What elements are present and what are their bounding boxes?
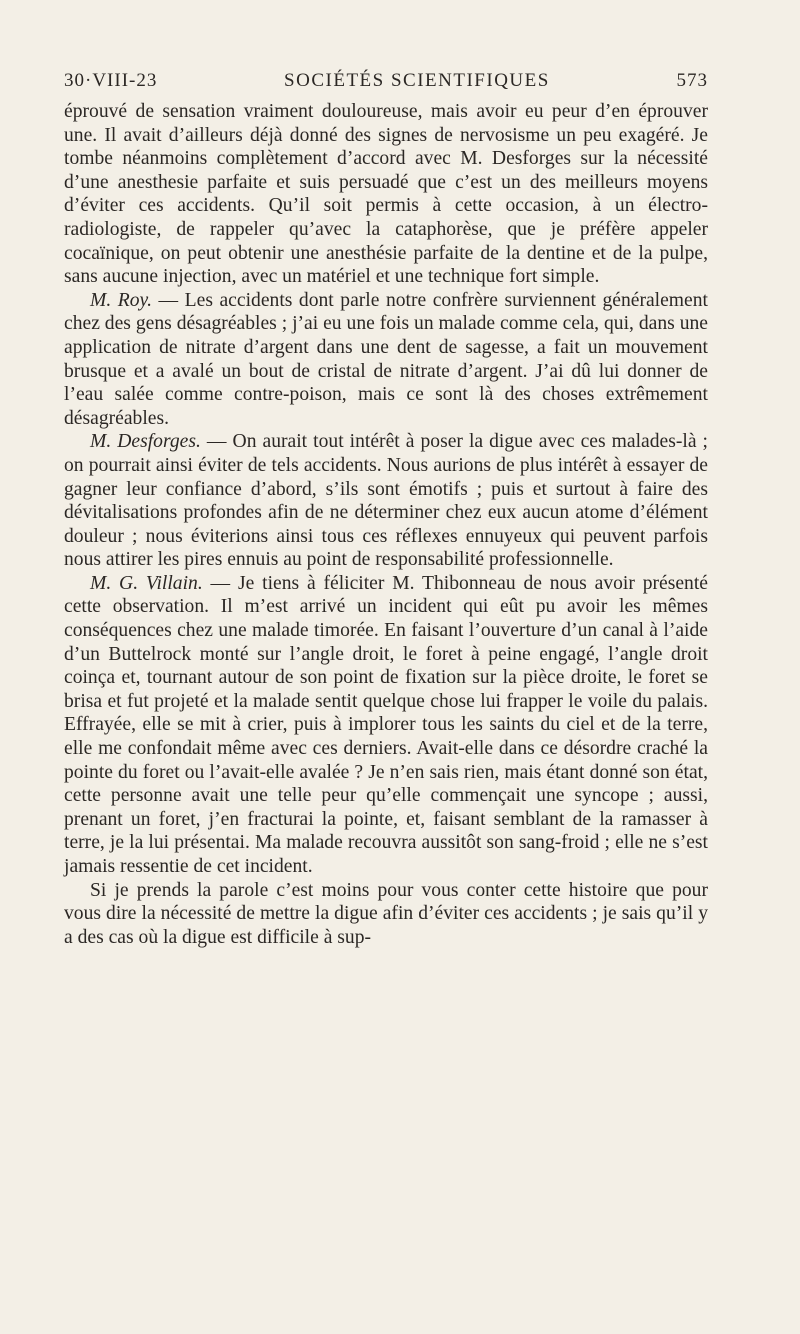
paragraph-text: — Je tiens à féliciter M. Thibonneau de nous avoir présenté cette observation. Il m’est arrivé un incident qui eût pu avoir les mêmes conséquences chez une malade timorée. En faisant l’ouverture d’un canal à l’aide d’un Buttelrock monté sur l’angle droit, le foret à peine engagé, l’angle droit coinça et, tournant autour de son point de fixation sur la pièce droite, le foret se brisa et fut projeté et la malade sentit quelque chose lui frapper le voile du palais. Effrayée, elle se mit à crier, puis à implorer tous les saints du ciel et de la terre, elle me confondait même avec ces derniers. Avait-elle dans ce désordre craché la pointe du foret ou l’avait-elle avalée ? Je n’en sais rien, mais étant donné son état, cette personne avait une telle peur qu’elle commençait une syncope ; aussi, prenant un foret, j’en fracturai la pointe, et, faisant semblant de la ramasser à terre, je la lui présentai. Ma malade recouvra aussitôt son sang-froid ; elle ne s’est jamais ressentie de cet incident.: [64, 572, 708, 877]
paragraph-final: [64, 879, 708, 950]
paragraph-text: Si je prends la parole c’est moins pour vous conter cette histoire que pour vous dire la nécessité de mettre la digue afin d’éviter ces accidents ; je sais qu’il y a des cas où la digue est difficile à sup-: [64, 879, 708, 948]
speaker-name: M. Desforges.: [90, 431, 201, 453]
paragraph-text: — On aurait tout intérêt à poser la digue avec ces malades-là ; on pourrait ainsi éviter de tels accidents. Nous aurions de plus intérêt à essayer de gagner leur confiance d’abord, s’ils sont émotifs ; puis et surtout à faire des dévitalisations profondes afin de ne déterminer chez eux aucun atome d’élément douleur ; nous éviterions ainsi tous ces réflexes ennuyeux qui peuvent parfois nous attirer les pires ennuis au point de responsabilité professionnelle.: [64, 431, 709, 571]
header-title: SOCIÉTÉS SCIENTIFIQUES: [284, 70, 550, 91]
body-text: [64, 100, 708, 949]
header-date: 30·VIII-23: [64, 70, 158, 91]
paragraph-villain: [64, 572, 708, 879]
paragraph-continuation: [64, 100, 708, 289]
paragraph-text: éprouvé de sensation vraiment douloureuse, mais avoir eu peur d’en éprouver une. Il avait d’ailleurs déjà donné des signes de nervosisme un peu exagéré. Je tombe néanmoins complètement d’accord avec M. Desforges sur la nécessité d’une anesthesie parfaite et suis persuadé que c’est un des meilleurs moyens d’éviter ces accidents. Qu’il soit permis à cette occasion, à un électro-radiologiste, de rappeler qu’avec la cataphorèse, que je préfère appeler cocaïnique, on peut obtenir une anesthésie parfaite de la dentine et de la pulpe, sans aucune injection, avec un matériel et une technique fort simple.: [64, 101, 708, 288]
paragraph-desforges: [64, 430, 708, 572]
paragraph-roy: [64, 289, 708, 431]
speaker-name: M. G. Villain.: [90, 572, 203, 594]
page: [64, 70, 708, 949]
speaker-name: M. Roy.: [90, 289, 153, 311]
paragraph-text: — Les accidents dont parle notre confrère surviennent généralement chez des gens désagréables ; j’ai eu une fois un malade comme cela, qui, dans une application de nitrate d’argent dans une dent de sagesse, a fait un mouvement brusque et a avalé un bout de cristal de nitrate d’argent. J’ai dû lui donner de l’eau salée comme contre-poison, mais ce sont là des choses extrêmement désagréables.: [64, 289, 708, 429]
running-header: [64, 70, 708, 92]
page-number: 573: [676, 70, 708, 91]
